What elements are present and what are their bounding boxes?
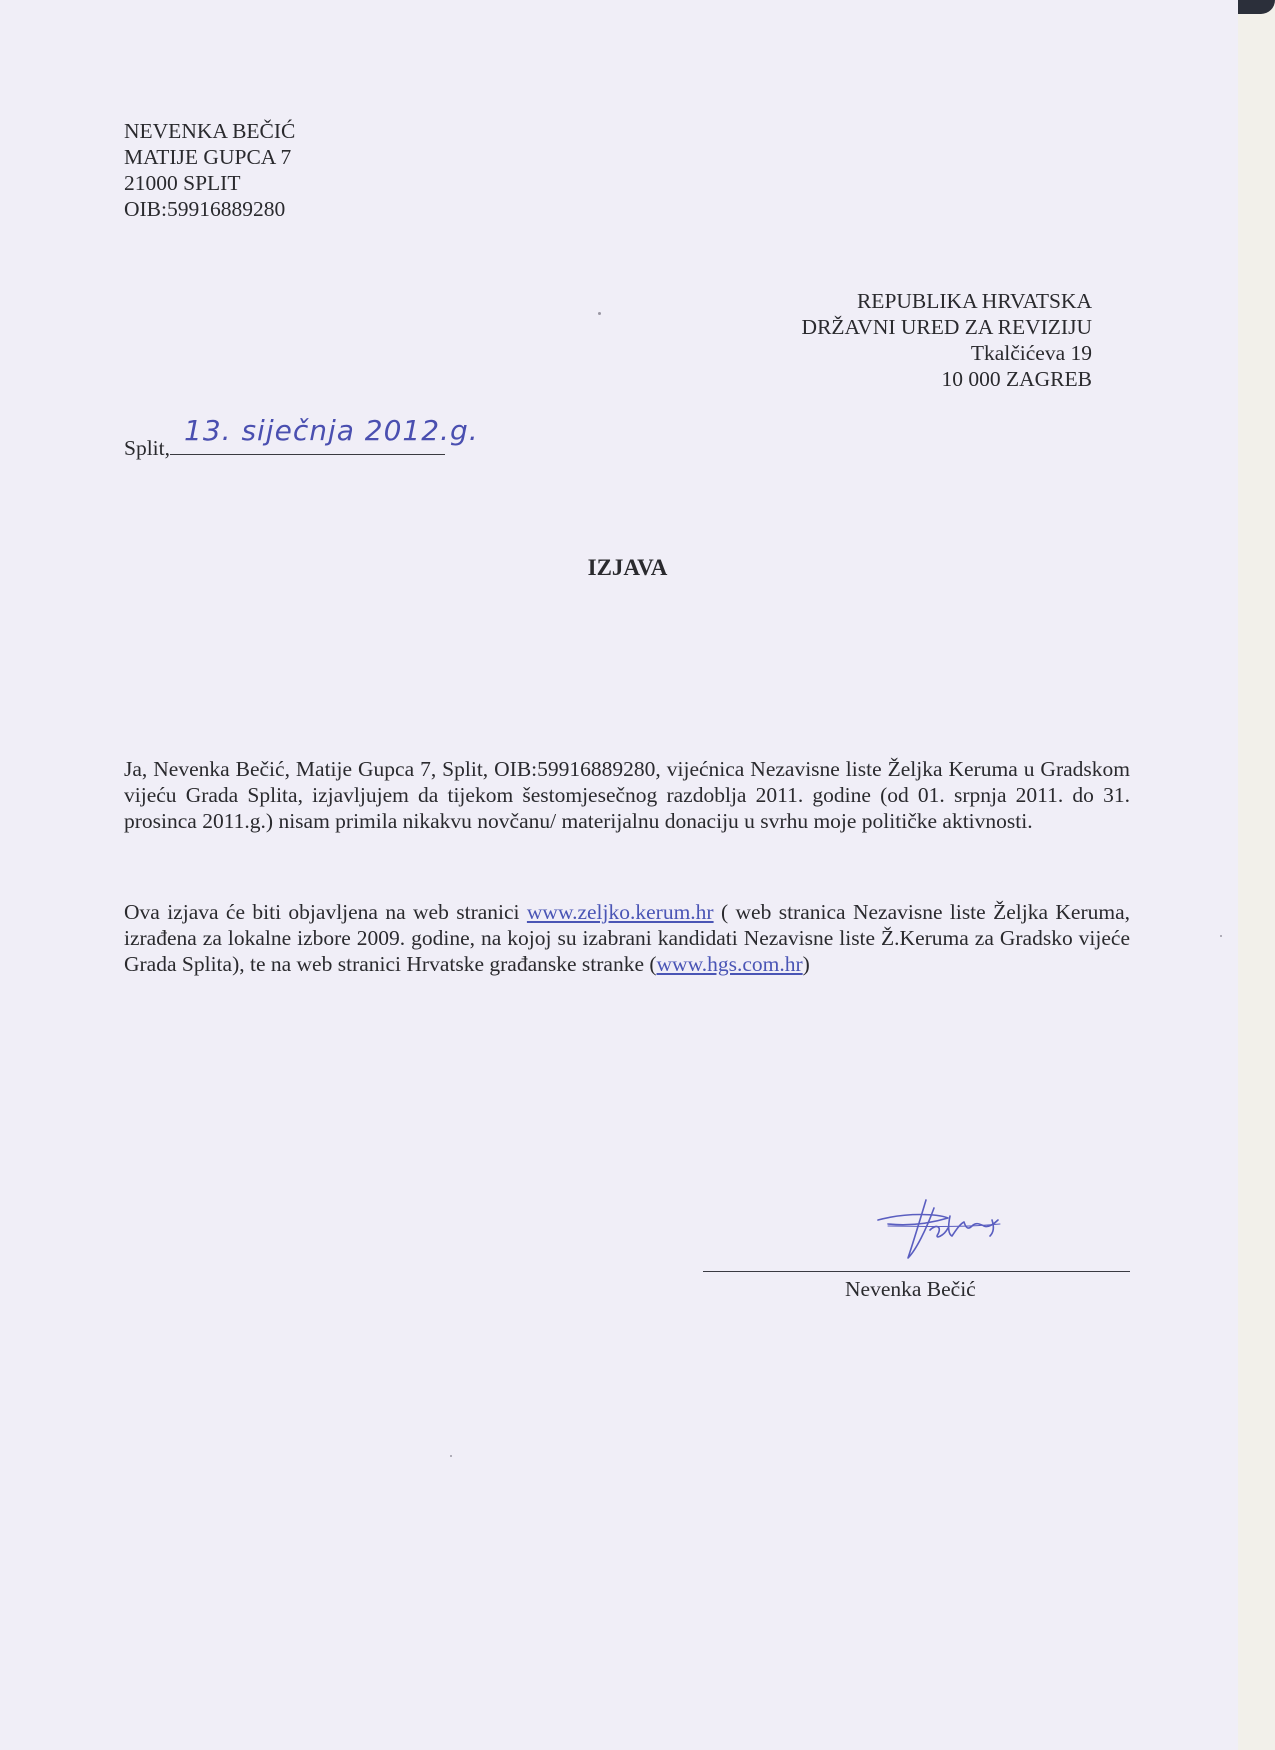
sender-address-block [124, 118, 295, 222]
link-zeljko-kerum[interactable]: www.zeljko.kerum.hr [526, 900, 714, 924]
recipient-address-block [672, 288, 1092, 392]
link-hgs[interactable]: www.hgs.com.hr [656, 952, 803, 976]
publication-paragraph [124, 899, 1130, 977]
signature-block [703, 1190, 1130, 1300]
publication-text-middle: ( web stranica Nezavisne liste Željka Keruma, izrađena za lokalne izbore 2009. godine, na kojoj su izabrani kandidati Nezavisne liste Ž.Keruma za Gradsko vijeće Grada Splita), te na web stranici Hrvatske građanske stranke ( [124, 900, 1131, 976]
scan-speck [1220, 935, 1222, 937]
scan-edge-strip [1238, 0, 1275, 1750]
document-title: IZJAVA [587, 555, 668, 580]
recipient-city: 10 000 ZAGREB [941, 367, 1092, 391]
scan-speck [450, 1455, 452, 1457]
signature-line [703, 1271, 1130, 1272]
recipient-country: REPUBLIKA HRVATSKA [856, 289, 1092, 313]
sender-city: 21000 SPLIT [124, 171, 241, 195]
handwritten-signature-icon [868, 1190, 1018, 1270]
signer-name: Nevenka Bečić [845, 1277, 976, 1301]
scan-speck [598, 312, 601, 315]
handwritten-date: 13. siječnja 2012.g. [184, 414, 479, 447]
recipient-street: Tkalčićeva 19 [970, 341, 1092, 365]
sender-street: MATIJE GUPCA 7 [124, 145, 292, 169]
sender-name: NEVENKA BEČIĆ [124, 119, 296, 143]
publication-text-start: Ova izjava će biti objavljena na web stranici [124, 900, 527, 924]
date-line-row [124, 414, 479, 461]
date-place-label: Split, [124, 436, 171, 460]
publication-text-end: ) [802, 952, 810, 976]
date-underline [170, 414, 479, 455]
statement-paragraph: Ja, Nevenka Bečić, Matije Gupca 7, Split, OIB:59916889280, vijećnica Nezavisne liste Željka Keruma u Gradskom vijeću Grada Splita, izjavljujem da tijekom šestomjesečnog razdoblja 2011. godine (od 01. srpnja 2011. do 31. prosinca 2011.g.) nisam primila nikakvu novčanu/ materijalnu donaciju u svrhu moje političke aktivnosti. [124, 757, 1130, 833]
sender-oib: OIB:59916889280 [124, 197, 286, 221]
recipient-office: DRŽAVNI URED ZA REVIZIJU [801, 315, 1092, 339]
